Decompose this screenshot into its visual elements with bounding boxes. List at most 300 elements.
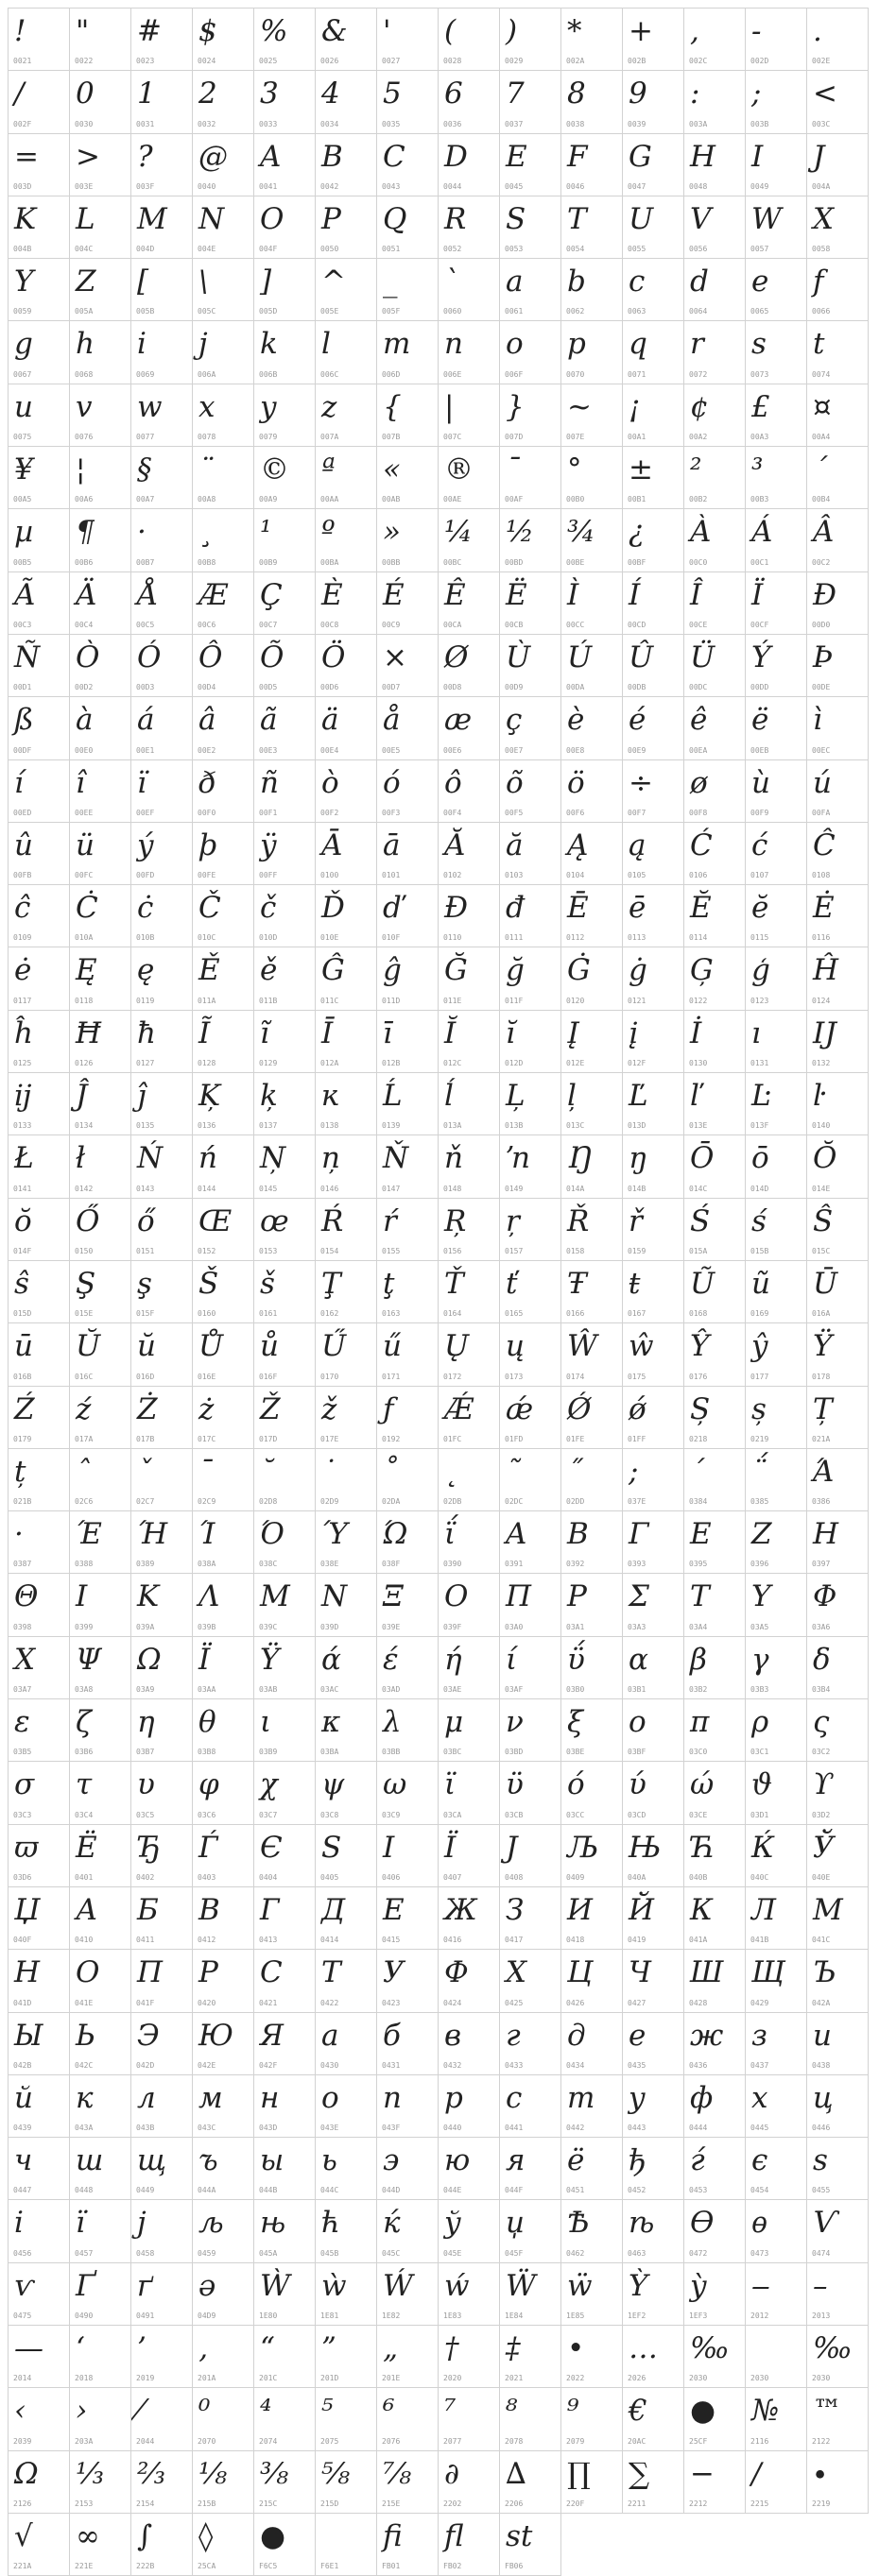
glyph-code: 0144 [198, 1184, 216, 1193]
glyph-char: ê [690, 703, 708, 738]
glyph-cell [439, 1135, 500, 1198]
glyph-char: ġ [629, 953, 647, 988]
glyph-code: 2030 [812, 2374, 831, 2383]
glyph-char: ⅜ [260, 2456, 289, 2491]
glyph-cell [254, 697, 316, 759]
glyph-cell [500, 384, 561, 447]
glyph-cell [684, 1637, 746, 1699]
glyph-char: έ [383, 1642, 399, 1677]
glyph-code: 041F [136, 1998, 155, 2007]
glyph-char: р [444, 2080, 463, 2115]
glyph-char: ó [383, 765, 401, 800]
glyph-cell [193, 2075, 254, 2138]
glyph-char: ΰ [567, 1642, 585, 1677]
glyph-cell [439, 259, 500, 321]
glyph-cell [9, 1199, 70, 1261]
glyph-cell [131, 1449, 193, 1511]
glyph-cell [500, 1261, 561, 1323]
glyph-char: ³ [751, 452, 764, 487]
glyph-code: 0141 [13, 1184, 32, 1193]
glyph-char: Л [751, 1892, 776, 1927]
glyph-char: ņ [321, 1141, 340, 1176]
glyph-char: ь [321, 2143, 337, 2178]
glyph-code: 0179 [13, 1434, 32, 1443]
glyph-code: 0392 [566, 1560, 585, 1569]
glyph-char: Ħ [76, 1015, 102, 1050]
glyph-char: Ћ [690, 1830, 716, 1865]
glyph-code: 02DA [382, 1497, 401, 1507]
glyph-cell [684, 1323, 746, 1386]
glyph-char: ĥ [14, 1015, 33, 1050]
glyph-char: ô [444, 765, 462, 800]
glyph-code: 0134 [75, 1121, 94, 1131]
glyph-char: ⁸ [506, 2394, 518, 2429]
glyph-code: 0128 [198, 1059, 216, 1068]
glyph-cell [807, 134, 869, 196]
glyph-char: ď [383, 891, 402, 926]
glyph-code: 0164 [443, 1309, 462, 1319]
glyph-char: м [198, 2080, 223, 2115]
glyph-code: 016A [812, 1309, 831, 1319]
glyph-code: 0171 [382, 1372, 401, 1381]
glyph-cell [377, 1950, 439, 2012]
glyph-cell [500, 1073, 561, 1135]
glyph-char: о [321, 2080, 339, 2115]
glyph-char: Ŀ [751, 1079, 771, 1114]
glyph-cell [623, 885, 684, 947]
glyph-char: ? [137, 139, 153, 174]
glyph-char: ŵ [629, 1329, 654, 1364]
glyph-code: 0076 [75, 433, 94, 442]
glyph-code: 0429 [750, 1998, 769, 2007]
glyph-cell [70, 2013, 131, 2075]
glyph-char: ~ [567, 389, 592, 424]
glyph-code: 0131 [750, 1059, 769, 1068]
glyph-char: Ö [321, 640, 346, 674]
glyph-code: 0456 [13, 2248, 32, 2258]
glyph-cell [316, 1762, 377, 1824]
glyph-code: 010F [382, 933, 401, 943]
glyph-char: ē [629, 891, 646, 926]
glyph-cell [746, 2263, 807, 2326]
glyph-char: ŏ [14, 1203, 32, 1238]
glyph-code: 2116 [750, 2436, 769, 2446]
glyph-code: 0451 [566, 2186, 585, 2195]
glyph-code: 0024 [198, 57, 216, 66]
glyph-code: 00BE [566, 557, 585, 567]
glyph-char: θ [198, 1705, 216, 1740]
glyph-char: ş [137, 1266, 152, 1301]
glyph-char: Φ [813, 1579, 837, 1614]
glyph-code: 2078 [505, 2436, 524, 2446]
glyph-code: 002D [750, 57, 769, 66]
glyph-char: · [14, 1517, 24, 1552]
glyph-code: 0040 [198, 181, 216, 191]
glyph-code: 0053 [505, 245, 524, 254]
glyph-cell [377, 1387, 439, 1449]
glyph-char: ť [506, 1266, 518, 1301]
glyph-char: O [260, 201, 284, 236]
glyph-char: Щ [751, 1955, 785, 1990]
glyph-char: 8 [567, 77, 586, 111]
glyph-char: ĵ [137, 1079, 146, 1114]
glyph-code: 00CD [628, 620, 646, 629]
glyph-code: 0041 [259, 181, 278, 191]
glyph-code: 0393 [628, 1560, 646, 1569]
glyph-char: Ź [14, 1391, 35, 1426]
glyph-code: 0161 [259, 1309, 278, 1319]
glyph-code: 0139 [382, 1121, 401, 1131]
glyph-code: 0414 [320, 1936, 339, 1945]
glyph-code: 003C [812, 119, 831, 128]
glyph-char: â [198, 703, 216, 738]
glyph-cell [131, 823, 193, 885]
glyph-char: Ѓ [198, 1830, 218, 1865]
glyph-code: 03C5 [136, 1810, 155, 1819]
glyph-char: ș [751, 1391, 767, 1426]
glyph-cell [561, 823, 623, 885]
glyph-char: Ẅ [506, 2268, 536, 2303]
glyph-char: Ĉ [813, 827, 836, 862]
glyph-char: ή [444, 1642, 462, 1677]
glyph-char: p [567, 327, 586, 362]
glyph-char: Ỳ [629, 2268, 648, 2303]
glyph-char: ι [260, 1705, 272, 1740]
glyph-char: Α [506, 1517, 527, 1552]
glyph-code: 0045 [505, 181, 524, 191]
glyph-cell [807, 9, 869, 71]
glyph-char: η [137, 1705, 155, 1740]
glyph-char: Б [137, 1892, 159, 1927]
glyph-code: 0475 [13, 2311, 32, 2320]
glyph-code: 045A [259, 2248, 278, 2258]
glyph-cell [131, 2326, 193, 2388]
glyph-code: 00C9 [382, 620, 401, 629]
glyph-code: 0154 [320, 1246, 339, 1255]
glyph-cell [377, 447, 439, 509]
glyph-char: Đ [444, 891, 469, 926]
glyph-char: ŧ [629, 1266, 641, 1301]
glyph-cell [684, 1887, 746, 1950]
glyph-code: 0398 [13, 1622, 32, 1631]
glyph-code: 0075 [13, 433, 32, 442]
glyph-cell [254, 947, 316, 1010]
glyph-cell [131, 635, 193, 697]
glyph-char: ı [751, 1015, 761, 1050]
glyph-char: п [383, 2080, 402, 2115]
glyph-cell [254, 2013, 316, 2075]
glyph-char: Ģ [690, 953, 714, 988]
glyph-cell [500, 9, 561, 71]
glyph-cell [684, 1762, 746, 1824]
glyph-code: 0044 [443, 181, 462, 191]
glyph-char: Č [198, 891, 221, 926]
glyph-char: … [629, 2330, 658, 2365]
glyph-char: ќ [383, 2206, 401, 2241]
glyph-char: τ [76, 1767, 93, 1802]
glyph-char: " [76, 14, 90, 48]
glyph-code: 0133 [13, 1121, 32, 1131]
glyph-char: ˝ [567, 1454, 582, 1489]
glyph-cell [684, 2200, 746, 2262]
glyph-code: 010D [259, 933, 278, 943]
glyph-char: ¡ [629, 389, 641, 424]
glyph-cell [439, 1011, 500, 1073]
glyph-char: ˜ [506, 1454, 521, 1489]
glyph-code: 0387 [13, 1560, 32, 1569]
glyph-cell [439, 2200, 500, 2262]
glyph-char: Ā [321, 827, 343, 862]
glyph-code: 0146 [320, 1184, 339, 1193]
glyph-code: 0107 [750, 871, 769, 880]
glyph-char: » [383, 515, 401, 550]
glyph-code: 00E6 [443, 745, 462, 755]
glyph-code: 0403 [198, 1872, 216, 1882]
glyph-cell [746, 1887, 807, 1950]
glyph-cell [807, 1762, 869, 1824]
glyph-cell [623, 635, 684, 697]
glyph-char: ä [321, 703, 339, 738]
glyph-cell [377, 1261, 439, 1323]
glyph-cell [500, 259, 561, 321]
glyph-char: ¹ [260, 515, 272, 550]
glyph-code: 00B8 [198, 557, 216, 567]
glyph-cell [254, 1387, 316, 1449]
glyph-char: < [813, 77, 837, 111]
glyph-cell [439, 447, 500, 509]
glyph-code: 0448 [75, 2186, 94, 2195]
glyph-code: 043B [136, 2124, 155, 2133]
glyph-code: 1E81 [320, 2311, 339, 2320]
glyph-char: ă [506, 827, 524, 862]
glyph-code: 03BF [628, 1748, 646, 1757]
glyph-code: 006A [198, 369, 216, 379]
glyph-cell [316, 1887, 377, 1950]
glyph-char: ә [198, 2268, 216, 2303]
glyph-char: $ [198, 14, 217, 48]
glyph-char: ž [321, 1391, 337, 1426]
glyph-char: # [137, 14, 162, 48]
glyph-code: 0409 [566, 1872, 585, 1882]
glyph-cell [316, 2138, 377, 2200]
glyph-char: Ŗ [444, 1203, 467, 1238]
glyph-cell [377, 1637, 439, 1699]
glyph-code: 2026 [628, 2374, 646, 2383]
glyph-char: G [629, 139, 652, 174]
glyph-cell [439, 1950, 500, 2012]
glyph-char: ŀ [813, 1079, 827, 1114]
glyph-cell [746, 1825, 807, 1887]
glyph-char: Ϋ [260, 1642, 280, 1677]
glyph-char: ŷ [751, 1329, 768, 1364]
glyph-code: 0142 [75, 1184, 94, 1193]
glyph-code: 013C [566, 1121, 585, 1131]
glyph-code: 00A1 [628, 433, 646, 442]
glyph-code: 0422 [320, 1998, 339, 2007]
glyph-char: ẁ [321, 2268, 347, 2303]
glyph-char: д [567, 2018, 586, 2053]
glyph-char: ‹ [14, 2394, 26, 2429]
glyph-code: 004C [75, 245, 94, 254]
glyph-cell [561, 1699, 623, 1762]
glyph-code: 0064 [689, 307, 708, 316]
glyph-code: 0136 [198, 1121, 216, 1131]
glyph-char: ą [629, 827, 646, 862]
glyph-code: 006D [382, 369, 401, 379]
glyph-char: ñ [260, 765, 279, 800]
glyph-cell [561, 1950, 623, 2012]
glyph-cell [9, 1762, 70, 1824]
glyph-char: & [321, 14, 348, 48]
glyph-char: Ζ [751, 1517, 772, 1552]
glyph-char: ћ [321, 2206, 340, 2241]
glyph-char: ĝ [383, 953, 402, 988]
glyph-cell [684, 2451, 746, 2514]
glyph-code: 0178 [812, 1372, 831, 1381]
glyph-cell [684, 572, 746, 635]
glyph-char: — [14, 2330, 43, 2365]
glyph-cell [70, 1261, 131, 1323]
glyph-cell [623, 1261, 684, 1323]
glyph-code: 02C6 [75, 1497, 94, 1507]
glyph-code: 0123 [750, 996, 769, 1005]
glyph-code: 00F6 [566, 808, 585, 817]
glyph-code: 00FD [136, 871, 155, 880]
glyph-cell [500, 2075, 561, 2138]
glyph-code: 005C [198, 307, 216, 316]
glyph-char: ™ [813, 2394, 842, 2429]
glyph-char: Ŝ [813, 1203, 834, 1238]
glyph-char: á [137, 703, 155, 738]
glyph-code: 0065 [750, 307, 769, 316]
glyph-cell [439, 635, 500, 697]
glyph-code: 0445 [750, 2124, 769, 2133]
glyph-char: ⁴ [260, 2394, 272, 2429]
glyph-cell [254, 572, 316, 635]
glyph-char: ǽ [506, 1391, 534, 1426]
glyph-code: 0396 [750, 1560, 769, 1569]
glyph-char: κ [321, 1705, 341, 1740]
glyph-code: 0463 [628, 2248, 646, 2258]
glyph-char: √ [14, 2518, 33, 2553]
glyph-cell [807, 509, 869, 571]
glyph-char: Ð [813, 577, 837, 612]
glyph-cell [500, 1887, 561, 1950]
glyph-cell [439, 9, 500, 71]
glyph-char: ¼ [444, 515, 474, 550]
glyph-cell [70, 947, 131, 1010]
glyph-code: 1EF2 [628, 2311, 646, 2320]
glyph-cell [807, 2326, 869, 2388]
glyph-char: Υ [751, 1579, 771, 1614]
glyph-code: 041A [689, 1936, 708, 1945]
glyph-cell [316, 2075, 377, 2138]
glyph-char: ъ [198, 2143, 218, 2178]
glyph-cell [623, 1387, 684, 1449]
glyph-code: 012C [443, 1059, 462, 1068]
glyph-cell [254, 321, 316, 384]
glyph-char: Κ [137, 1579, 160, 1614]
glyph-char: · [137, 515, 146, 550]
glyph-code: 2126 [13, 2499, 32, 2508]
glyph-char: − [690, 2456, 715, 2491]
glyph-cell [561, 1011, 623, 1073]
glyph-cell [377, 760, 439, 823]
glyph-cell [9, 2138, 70, 2200]
glyph-cell [623, 71, 684, 133]
glyph-cell [807, 2013, 869, 2075]
glyph-code: 2211 [628, 2499, 646, 2508]
glyph-char: ‡ [506, 2330, 521, 2365]
glyph-char: õ [506, 765, 524, 800]
glyph-code: 0063 [628, 307, 646, 316]
glyph-char: É [383, 577, 405, 612]
glyph-char: ' [383, 14, 391, 48]
glyph-char: ґ [137, 2268, 153, 2303]
glyph-cell [807, 1825, 869, 1887]
glyph-char: r [690, 327, 704, 362]
glyph-code: 042D [136, 2060, 155, 2070]
glyph-code: 2018 [75, 2374, 94, 2383]
glyph-code: 03A3 [628, 1622, 646, 1631]
glyph-cell [623, 2326, 684, 2388]
glyph-char: ο [629, 1705, 646, 1740]
glyph-char: Ν [321, 1579, 348, 1614]
glyph-code: 03B1 [628, 1685, 646, 1695]
glyph-char: ỳ [690, 2268, 707, 2303]
glyph-cell [439, 823, 500, 885]
glyph-cell [254, 823, 316, 885]
glyph-char: [ [137, 264, 149, 299]
glyph-code: 215C [259, 2499, 278, 2508]
glyph-code: 002F [13, 119, 32, 128]
glyph-code: 0413 [259, 1936, 278, 1945]
glyph-char: β [690, 1642, 707, 1677]
glyph-char: Ј [506, 1830, 518, 1865]
glyph-char: ß [14, 703, 34, 738]
glyph-cell [746, 572, 807, 635]
glyph-cell [623, 509, 684, 571]
glyph-char: Μ [260, 1579, 290, 1614]
glyph-char: ģ [751, 953, 770, 988]
glyph-cell [377, 9, 439, 71]
glyph-char: Τ [690, 1579, 710, 1614]
glyph-char: г [506, 2018, 521, 2053]
glyph-cell [500, 635, 561, 697]
glyph-cell [500, 1449, 561, 1511]
glyph-cell [9, 384, 70, 447]
glyph-char: щ [137, 2143, 167, 2178]
glyph-code: 25CF [689, 2436, 708, 2446]
glyph-char: h [76, 327, 95, 362]
glyph-char: ς [813, 1705, 830, 1740]
glyph-code: 03C2 [812, 1748, 831, 1757]
glyph-char: þ [198, 827, 217, 862]
glyph-char: μ [444, 1705, 464, 1740]
glyph-code: 0149 [505, 1184, 524, 1193]
glyph-code: 003A [689, 119, 708, 128]
glyph-char: σ [14, 1767, 35, 1802]
glyph-cell [254, 509, 316, 571]
glyph-cell [131, 2263, 193, 2326]
glyph-code: 0116 [812, 933, 831, 943]
glyph-cell [746, 1261, 807, 1323]
glyph-cell [439, 1261, 500, 1323]
glyph-cell [316, 1637, 377, 1699]
glyph-code: 00F0 [198, 808, 216, 817]
glyph-code: 013F [750, 1121, 769, 1131]
glyph-cell [316, 71, 377, 133]
